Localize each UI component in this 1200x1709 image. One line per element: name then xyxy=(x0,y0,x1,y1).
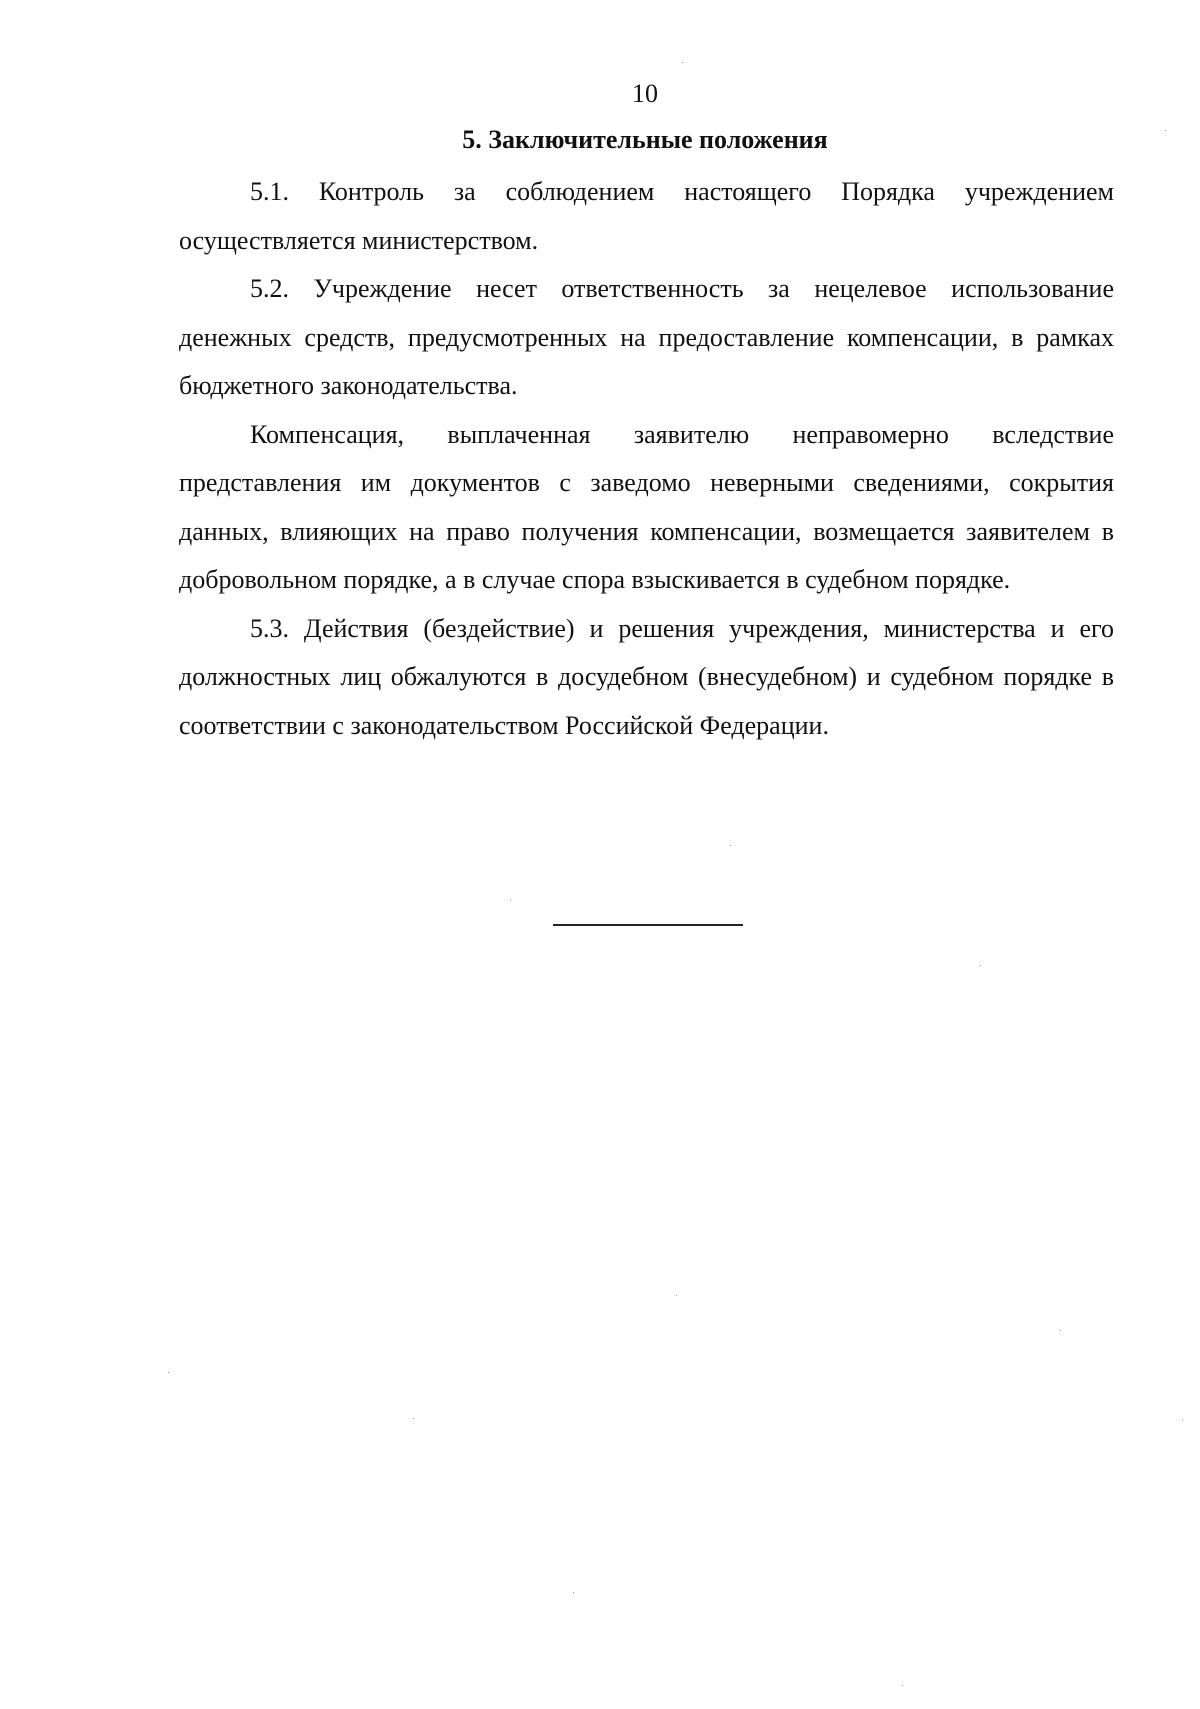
paragraph-5-1: 5.1. Контроль за соблюдением настоящего Порядка учреждением осуществляется министерством. xyxy=(179,177,1114,255)
section-title: 5. Заключительные положения xyxy=(462,125,828,154)
scan-speck xyxy=(682,62,683,63)
scan-speck xyxy=(1182,1420,1183,1421)
scan-speck xyxy=(510,900,511,901)
page-number: 10 xyxy=(632,79,658,108)
scan-speck xyxy=(676,1295,677,1296)
scan-speck xyxy=(413,1418,414,1419)
document-body xyxy=(179,168,1114,750)
paragraph-compensation: Компенсация, выплаченная заявителю неправомерно вследствие представления им документов с заведомо неверными сведениями, сокрытия данных, влияющих на право получения компенсации, возмещается заявителем в добровольном порядке, а в случае спора взыскивается в судебном порядке. xyxy=(179,419,1114,594)
scan-speck xyxy=(1060,1330,1061,1331)
scan-speck xyxy=(168,1372,169,1373)
scan-speck xyxy=(730,845,731,846)
paragraph-5-3: 5.3. Действия (бездействие) и решения учреждения, министерства и его должностных лиц обжалуются в досудебном (внесудебном) и судебном порядке в соответствии с законодательством Российской Федерации. xyxy=(179,613,1114,740)
scan-speck xyxy=(1165,130,1166,131)
scan-speck xyxy=(980,965,981,966)
end-of-text-rule xyxy=(553,924,743,926)
scan-speck xyxy=(902,1685,903,1686)
scan-speck xyxy=(573,1592,574,1593)
paragraph-5-2: 5.2. Учреждение несет ответственность за нецелевое использование денежных средств, предусмотренных на предоставление компенсации, в рамках бюджетного законодательства. xyxy=(179,274,1114,400)
